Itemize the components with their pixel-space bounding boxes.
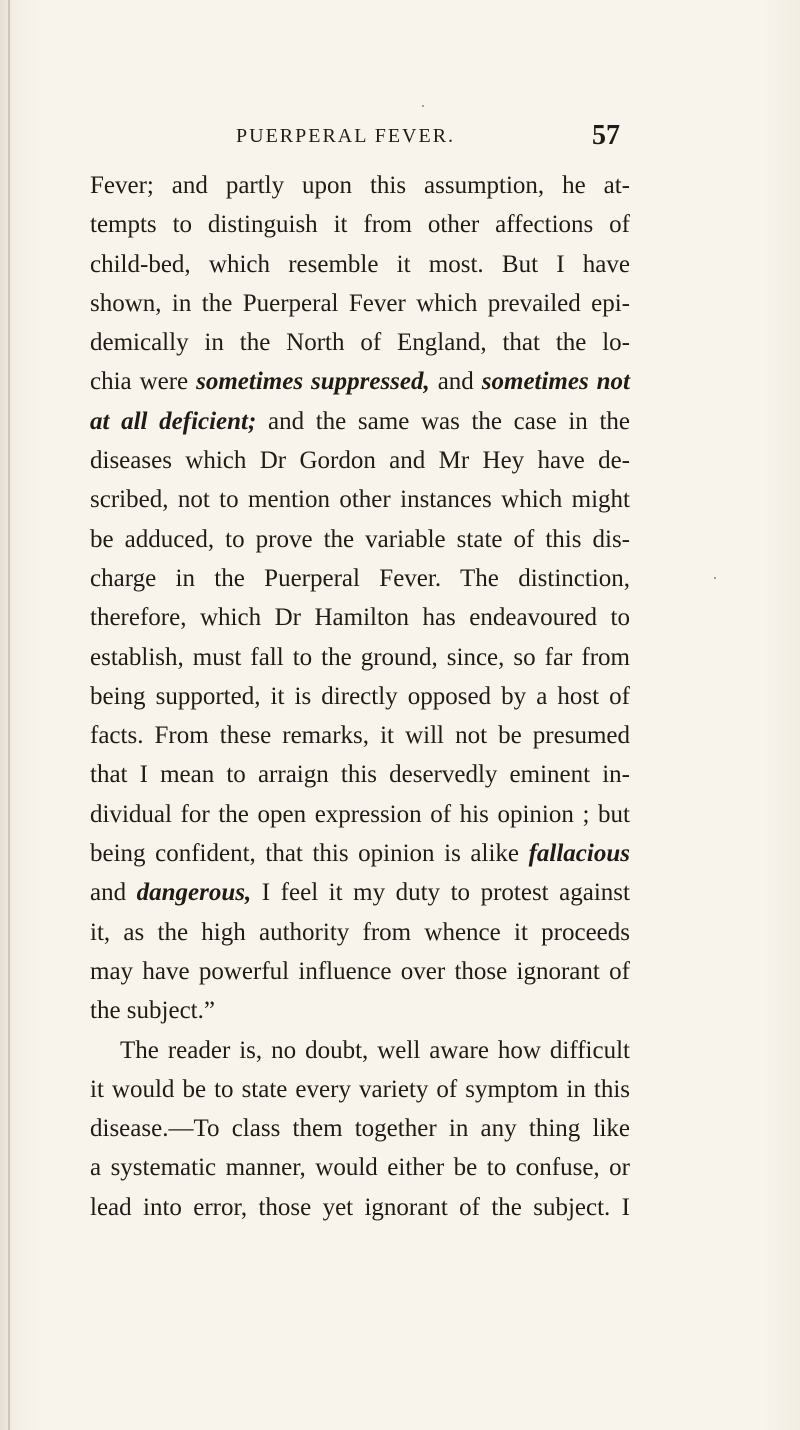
text-line: disease.—To class them together in any thing like — [90, 1115, 630, 1143]
italic-phrase: sometimes not — [481, 368, 630, 396]
running-head — [0, 116, 800, 156]
text-line: being confident, that this opinion is alike fallacious — [90, 840, 630, 868]
text-body — [90, 166, 630, 1227]
text-line: dividual for the open expression of his opinion ; but — [90, 800, 630, 828]
text-line: Fever; and partly upon this assumption, he at- — [90, 172, 630, 199]
text-line: that I mean to arraign this deservedly eminent in- — [90, 761, 630, 789]
text-line: it would be to state every variety of symptom in this — [90, 1075, 630, 1103]
text-line: establish, must fall to the ground, since, so far from — [90, 643, 630, 671]
text-line: chia were sometimes suppressed, and sometimes not — [90, 368, 630, 396]
text-line: demically in the North of England, that the lo- — [90, 329, 630, 357]
text-line: lead into error, those yet ignorant of the subject. I — [90, 1193, 630, 1221]
italic-phrase: dangerous, — [136, 879, 252, 907]
italic-phrase: at all deficient; — [90, 407, 257, 435]
text-line: at all deficient; and the same was the case in the — [90, 407, 630, 435]
text-line: scribed, not to mention other instances which might — [90, 486, 630, 514]
running-head-title: PUERPERAL FEVER. — [236, 125, 456, 147]
stray-mark: · — [420, 96, 426, 116]
text-line: it, as the high authority from whence it proceeds — [90, 918, 630, 946]
text-line: be adduced, to prove the variable state of this dis- — [90, 525, 630, 553]
italic-phrase: sometimes suppressed, — [196, 368, 430, 396]
text-line: the subject.” — [90, 997, 215, 1025]
text-line: and dangerous, I feel it my duty to protest against — [90, 879, 630, 907]
italic-phrase: fallacious — [528, 840, 630, 868]
stray-mark: · — [712, 568, 718, 588]
text-line: tempts to distinguish it from other affections of — [90, 211, 630, 239]
text-line: a systematic manner, would either be to confuse, or — [90, 1154, 630, 1182]
text-line: charge in the Puerperal Fever. The distinction, — [90, 564, 630, 592]
text-line: may have powerful influence over those ignorant of — [90, 957, 630, 985]
text-line: shown, in the Puerperal Fever which prevailed epi- — [90, 289, 630, 317]
page-number: 57 — [592, 120, 620, 151]
text-line: therefore, which Dr Hamilton has endeavoured to — [90, 604, 630, 632]
page-gutter — [8, 0, 10, 1430]
text-line: being supported, it is directly opposed by a host of — [90, 682, 630, 710]
text-line-paragraph-start: The reader is, no doubt, well aware how difficult — [120, 1036, 630, 1064]
text-line: diseases which Dr Gordon and Mr Hey have de- — [90, 447, 630, 475]
text-line: facts. From these remarks, it will not be presumed — [90, 722, 630, 750]
text-line: child-bed, which resemble it most. But I have — [90, 250, 630, 278]
